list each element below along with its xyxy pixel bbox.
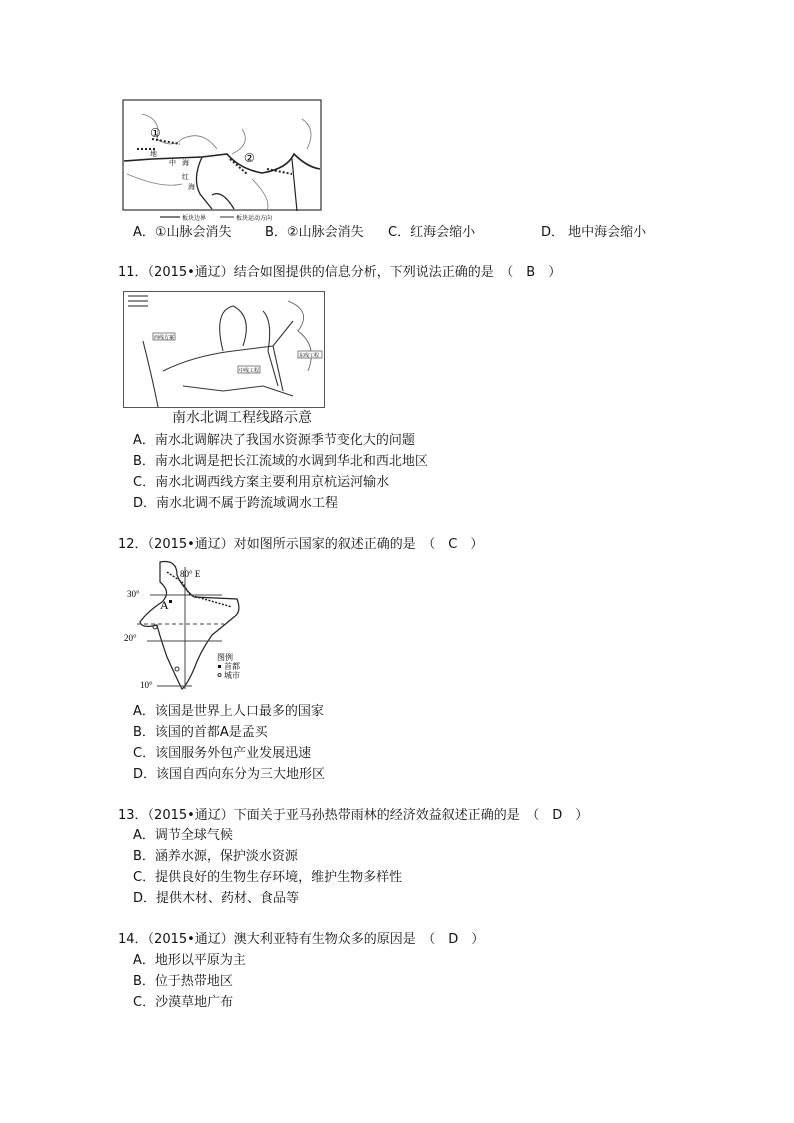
q11-figure-caption: 南水北调工程线路示意 [172,410,312,426]
plate-boundary-map [122,99,322,224]
q10-option-c: C．红海会缩小 [388,225,476,240]
label-80e: 80° E [180,569,201,579]
label-hong: 红 [182,173,189,181]
q12-option-d: D．该国自西向东分为三大地形区 [133,767,326,782]
q13-option-a: A．调节全球气候 [133,828,233,843]
legend-boundary: 板块边界 [182,215,207,222]
q13-option-d: D．提供木材、药材、食品等 [133,891,300,906]
label-10: 10° [140,680,153,690]
legend-capital: 首都 [224,662,240,671]
q14-option-a: A．地形以平原为主 [133,953,246,968]
legend-city: 城市 [224,671,240,680]
legend-motion: 板块运动方向 [236,215,273,222]
q11-option-c: C．南水北调西线方案主要利用京杭运河输水 [133,475,390,490]
q11-stem: 11．（2015•通辽）结合如图提供的信息分析，下列说法正确的是 （ B ） [118,265,562,280]
q14-stem: 14．（2015•通辽）澳大利亚特有生物众多的原因是 （ D ） [118,932,485,947]
label-middle-route: 中线工程 [239,368,260,374]
label-hai2: 海 [188,183,195,191]
water-diversion-map [123,291,325,408]
q11-option-a: A．南水北调解决了我国水资源季节变化大的问题 [133,433,415,448]
q10-option-a: A．①山脉会消失 [133,225,232,240]
q10-option-b: B．②山脉会消失 [265,225,364,240]
label-hai: 海 [182,159,189,167]
q11-option-b: B．南水北调是把长江流域的水调到华北和西北地区 [133,454,428,469]
label-zhong: 中 [169,159,176,167]
label-point-a: A [160,598,169,612]
q12-option-b: B．该国的首都A是孟买 [133,725,268,740]
label-east-route: 东线工程 [299,353,320,359]
q14-option-c: C．沙漠草地广布 [133,995,234,1010]
label-di: 地 [150,150,157,158]
india-map [122,557,257,693]
q12-stem: 12．（2015•通辽）对如图所示国家的叙述正确的是 （ C ） [118,537,484,552]
label-2: ② [244,151,255,165]
q10-option-d: D． 地中海会缩小 [541,225,647,240]
label-1: ① [150,126,161,140]
q12-option-a: A．该国是世界上人口最多的国家 [133,704,324,719]
label-30: 30° [127,589,140,599]
q13-option-b: B．涵养水源，保护淡水资源 [133,849,298,864]
q11-option-d: D．南水北调不属于跨流域调水工程 [133,496,339,511]
q12-option-c: C．该国服务外包产业发展迅速 [133,746,312,761]
label-20: 20° [124,633,137,643]
label-west-route: 西线方案 [154,335,175,341]
q13-stem: 13．（2015•通辽）下面关于亚马孙热带雨林的经济效益叙述正确的是 （ D ） [118,808,589,823]
q13-option-c: C．提供良好的生物生存环境，维护生物多样性 [133,870,403,885]
legend-title: 图例 [217,653,233,662]
q14-option-b: B．位于热带地区 [133,974,233,989]
